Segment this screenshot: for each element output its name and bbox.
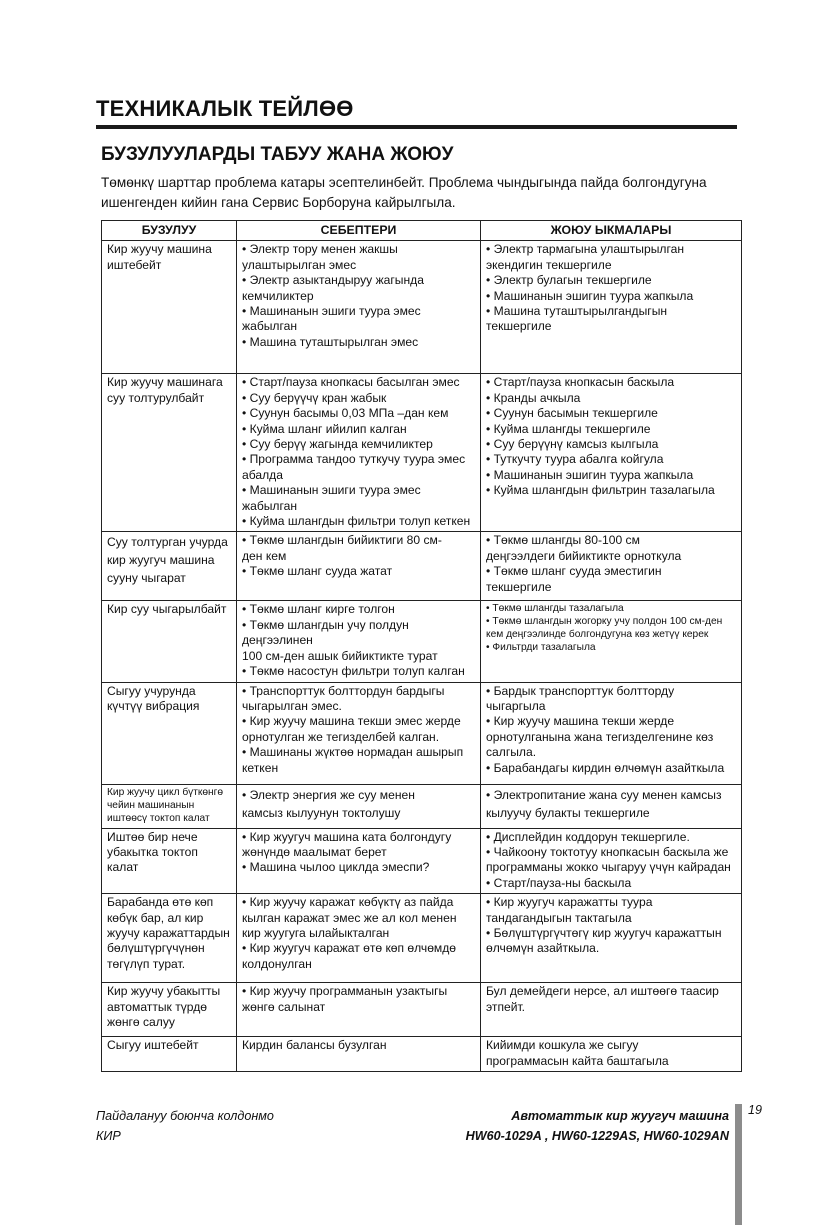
cell-line: • Төкмө шлангдын учу полдун деңгээлинен (242, 617, 409, 648)
footer-left (96, 1106, 274, 1146)
product-name: Автоматтык кир жуугуч машина (511, 1109, 729, 1123)
cell-line: Сыгуу иштебейт (107, 1038, 199, 1053)
cell-causes (237, 828, 481, 894)
cell-line: • Старт/пауза кнопкасын баскыла (486, 375, 675, 390)
cell-line: Барабанда өтө көп (107, 895, 214, 910)
table-row (102, 983, 742, 1037)
cell-solutions (481, 983, 742, 1037)
cell-line: деңгээлдеги бийиктикте орноткула (486, 548, 682, 563)
table-row (102, 894, 742, 983)
cell-line: көбүк бар, ал кир (107, 910, 204, 925)
cell-line: • Төкмө шлангды тазалагыла (486, 603, 624, 615)
cell-line: калат (107, 860, 139, 875)
cell-problem (102, 894, 237, 983)
title-divider (96, 125, 737, 129)
table-row (102, 601, 742, 682)
cell-line: Кийимди кошкула же сыгуу (486, 1038, 639, 1053)
cell-problem (102, 784, 237, 828)
cell-line: кылган каражат эмес же ал кол менен (242, 910, 457, 925)
cell-line: Кир жуучу машина (107, 242, 212, 257)
cell-line: кир жуугуга ылайыкталган (242, 925, 390, 940)
cell-solutions (481, 374, 742, 532)
cell-causes (237, 601, 481, 682)
cell-line: кир жуугуч машина (107, 553, 215, 568)
section-title: БУЗУЛУУЛАРДЫ ТАБУУ ЖАНА ЖОЮУ (101, 144, 454, 165)
cell-line: кылуучу булакты текшергиле (486, 805, 650, 820)
cell-line: • Машинаны жүктөө нормадан ашырып (242, 745, 464, 760)
cell-line: • Машинанын эшигин туура жапкыла (486, 467, 694, 482)
cell-line: суу толтурулбайт (107, 390, 205, 405)
cell-line: жабылган (242, 498, 298, 513)
cell-line: Бул демейдеги нерсе, ал иштөөгө таасир (486, 984, 719, 999)
cell-line: • Машина чылоо циклда эмеспи? (242, 860, 430, 875)
cell-line: Кирдин балансы бузулган (242, 1038, 387, 1053)
cell-line: иштебейт (107, 257, 162, 272)
cell-line: • Машинанын эшиги туура эмес (242, 304, 421, 319)
cell-line: иштөөсү токтоп калат (107, 812, 210, 824)
manual-language: КИР (96, 1129, 121, 1143)
cell-line: • Транспорттук болттордун бардыгы (242, 683, 445, 698)
cell-line: • Туткучту туура абалга койгула (486, 452, 664, 467)
cell-line: • Кир жуучу машина текши жерде (486, 714, 675, 729)
cell-line: • Дисплейдин коддорун текшергиле. (486, 829, 690, 844)
intro-paragraph: Төмөнкү шарттар проблема катары эсептелинбейт. Проблема чындыгында пайда болгондугуна ишенгенден кийин гана Сервис Борборуна кайрылгыла. (101, 175, 707, 210)
cell-line: • Кир жуучу машина текши эмес жерде (242, 714, 461, 729)
cell-line: кемчиликтер (242, 288, 314, 303)
cell-line: • Куйма шлангды текшергиле (486, 421, 651, 436)
cell-line: • Машина туташтырылган эмес (242, 334, 419, 349)
cell-line: • Суунун басымын текшергиле (486, 406, 658, 421)
cell-line: Кир жуучу цикл бүткөнгө (107, 786, 224, 798)
cell-line: • Электр булагын текшергиле (486, 273, 652, 288)
page-title: ТЕХНИКАЛЫК ТЕЙЛӨӨ (96, 96, 354, 121)
cell-line: • Суу берүүчү кран жабык (242, 390, 387, 405)
cell-line: ден кем (242, 548, 287, 563)
column-header-causes: СЕБЕПТЕРИ (237, 221, 481, 241)
cell-line: • Фильтрди тазалагыла (486, 642, 596, 654)
cell-causes (237, 532, 481, 601)
cell-line: • Машина туташтырылгандыгын (486, 304, 668, 319)
cell-line: • Машинанын эшигин туура жапкыла (486, 288, 694, 303)
cell-line: • Старт/пауза кнопкасы басылган эмес (242, 375, 460, 390)
cell-line: • Кир жуучу каражат көбүктү аз пайда (242, 895, 454, 910)
table-row (102, 1037, 742, 1072)
cell-line: Кир суу чыгарылбайт (107, 602, 227, 617)
cell-line: камсыз кылуунун токтолушу (242, 805, 401, 820)
cell-line: чыгарылган эмес. (242, 698, 342, 713)
cell-line: • Барабандагы кирдин өлчөмүн азайткыла (486, 760, 725, 775)
cell-line: • Электр тармагына улаштырылган (486, 242, 685, 257)
cell-problem (102, 983, 237, 1037)
cell-line: жуучу каражаттардын (107, 925, 230, 940)
cell-problem (102, 241, 237, 374)
cell-line: 100 см-ден ашык бийиктикте турат (242, 648, 438, 663)
cell-causes (237, 784, 481, 828)
cell-line: кем деңгээлинде болгондугуна көз жетүү керек (486, 629, 709, 641)
cell-line: экендигин текшергиле (486, 257, 612, 272)
cell-line: убакытка токтоп (107, 844, 198, 859)
cell-line: • Куйма шлангдын фильтри толуп кеткен (242, 514, 471, 529)
column-header-solutions: ЖОЮУ ЫКМАЛАРЫ (481, 221, 742, 241)
cell-line: • Куйма шлангдын фильтрин тазалагыла (486, 483, 715, 498)
table-row (102, 532, 742, 601)
cell-problem (102, 601, 237, 682)
cell-line: • Төкмө шлангдын жогорку учу полдон 100 см-ден (486, 616, 723, 628)
cell-line: жөнүндө маалымат берет (242, 844, 387, 859)
page-number: 19 (748, 1103, 762, 1117)
cell-line: • Электр энергия же суу менен (242, 787, 415, 802)
cell-line: Кир жуучу убакытты (107, 984, 221, 999)
cell-line: сууну чыгарат (107, 571, 186, 586)
manual-title: Пайдалануу боюнча колдонмо (96, 1109, 274, 1123)
cell-line: • Электр тору менен жакшы (242, 242, 398, 257)
cell-solutions (481, 241, 742, 374)
cell-line: тандагандыгын тактагыла (486, 910, 632, 925)
cell-line: • Электр азыктандыруу жагында (242, 273, 424, 288)
cell-solutions (481, 894, 742, 983)
cell-line: • Бөлүштүргүчтөгү кир жуугуч каражаттын (486, 925, 722, 940)
cell-line: жабылган (242, 319, 298, 334)
cell-line: • Төкмө насостун фильтри толуп калган (242, 664, 465, 679)
cell-line: • Кир жуугуч машина ката болгондугу (242, 829, 452, 844)
cell-line: • Кир жуугуч каражат өтө көп өлчөмдө (242, 941, 457, 956)
cell-line: • Чайкоону токтотуу кнопкасын баскыла же (486, 844, 729, 859)
cell-line: өлчөмүн азайткыла. (486, 941, 600, 956)
cell-causes (237, 983, 481, 1037)
cell-line: Суу толтурган учурда (107, 535, 228, 550)
cell-line: текшергиле (486, 579, 552, 594)
troubleshooting-table (101, 220, 742, 1072)
cell-causes (237, 894, 481, 983)
cell-line: • Куйма шланг ийилип калган (242, 421, 407, 436)
cell-line: • Суу берүүнү камсыз кылгыла (486, 437, 659, 452)
cell-causes (237, 374, 481, 532)
cell-line: текшергиле (486, 319, 552, 334)
cell-causes (237, 1037, 481, 1072)
cell-line: Иштөө бир нече (107, 829, 198, 844)
cell-line: күчтүү вибрация (107, 698, 200, 713)
cell-line: бөлүштүргүчүнөн (107, 941, 205, 956)
cell-line: орнотулганына жана тегизделгенине көз (486, 729, 714, 744)
cell-solutions (481, 1037, 742, 1072)
cell-line: • Суу берүү жагында кемчиликтер (242, 437, 433, 452)
cell-problem (102, 532, 237, 601)
cell-line: • Старт/пауза-ны баскыла (486, 875, 632, 890)
cell-line: • Кранды ачкыла (486, 390, 581, 405)
cell-solutions (481, 828, 742, 894)
cell-problem (102, 374, 237, 532)
cell-line: • Төкмө шланг кирге толгон (242, 602, 395, 617)
cell-line: Сыгуу учурунда (107, 683, 196, 698)
cell-line: • Кир жуучу программанын узактыгы (242, 984, 448, 999)
cell-line: чейин машинанын (107, 799, 195, 811)
table-row (102, 828, 742, 894)
cell-line: орнотулган же тегизделбей калган. (242, 729, 440, 744)
cell-line: программаны жокко чыгаруу үчүн кайрадан (486, 860, 731, 875)
cell-line: • Төкмө шлангды 80-100 см (486, 533, 640, 548)
cell-line: жөнгө салынат (242, 999, 326, 1014)
cell-solutions (481, 601, 742, 682)
cell-solutions (481, 682, 742, 784)
cell-problem (102, 828, 237, 894)
cell-line: кеткен (242, 760, 279, 775)
cell-causes (237, 241, 481, 374)
cell-line: Кир жуучу машинага (107, 375, 223, 390)
cell-line: автоматтык түрдө (107, 999, 208, 1014)
cell-line: • Программа тандоо туткучу туура эмес (242, 452, 466, 467)
table-header-row (102, 221, 742, 241)
footer-right (466, 1106, 729, 1146)
cell-problem (102, 682, 237, 784)
table-row (102, 784, 742, 828)
cell-line: • Суунун басымы 0,03 МПа –дан кем (242, 406, 449, 421)
cell-solutions (481, 532, 742, 601)
cell-line: • Машинанын эшиги туура эмес (242, 483, 421, 498)
cell-line: колдонулган (242, 956, 312, 971)
cell-line: • Төкмө шланг сууда эместигин (486, 564, 662, 579)
cell-solutions (481, 784, 742, 828)
cell-line: улаштырылган эмес (242, 257, 357, 272)
cell-problem (102, 1037, 237, 1072)
cell-line: • Электропитание жана суу менен камсыз (486, 787, 722, 802)
column-header-problem: БУЗУЛУУ (102, 221, 237, 241)
cell-line: абалда (242, 467, 283, 482)
cell-line: программасын кайта баштагыла (486, 1053, 669, 1068)
model-numbers: HW60-1029A , HW60-1229AS, HW60-1029AN (465, 1129, 729, 1143)
cell-line: • Төкмө шланг сууда жатат (242, 564, 393, 579)
table-row (102, 374, 742, 532)
cell-line: этпейт. (486, 999, 526, 1014)
cell-line: төгүлүп турат. (107, 956, 186, 971)
cell-line: • Төкмө шлангдын бийиктиги 80 см- (242, 533, 442, 548)
cell-line: жөнгө салуу (107, 1014, 175, 1029)
cell-line: салгыла. (486, 745, 537, 760)
cell-line: • Кир жуугуч каражатты туура (486, 895, 653, 910)
table-row (102, 241, 742, 374)
cell-line: • Бардык транспорттук болтторду чыгаргыла (486, 683, 675, 713)
page-edge-bar (735, 1104, 742, 1225)
cell-causes (237, 682, 481, 784)
table-row (102, 682, 742, 784)
